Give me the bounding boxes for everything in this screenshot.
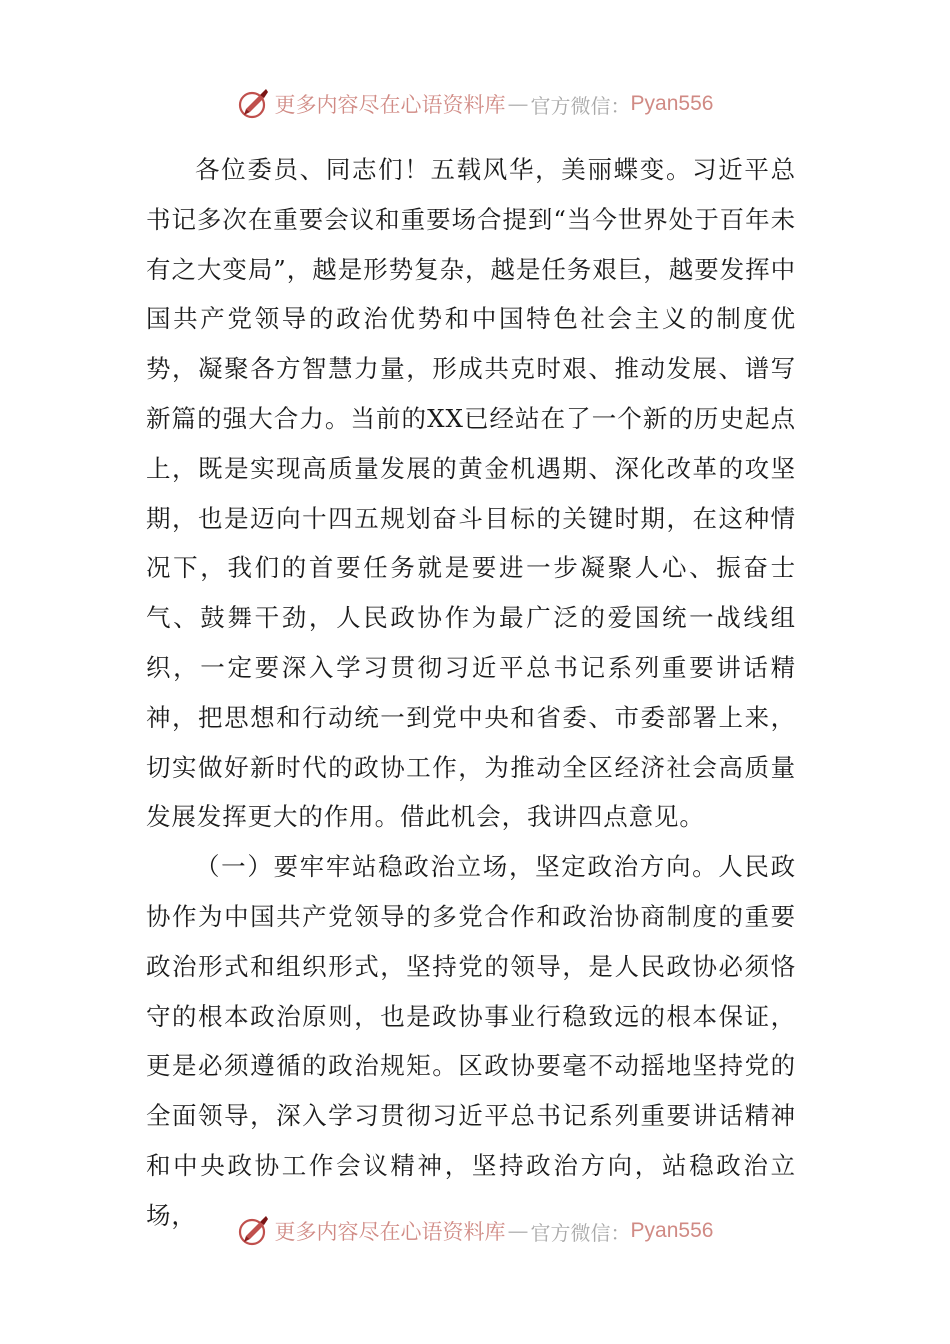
pen-seal-icon <box>237 87 271 121</box>
watermark-wechat-label: 官方微信： <box>530 1220 631 1245</box>
paragraph-point-one: （一）要牢牢站稳政治立场，坚定政治方向。人民政协作为中国共产党领导的多党合作和政治协商制度的重要政治形式和组织形式，坚持党的领导，是人民政协必须恪守的根本政治原则，也是政协事业行稳致远的根本保证，更是必须遵循的政治规矩。区政协要毫不动摇地坚持党的全面领导，深入学习贯彻习近平总书记系列重要讲话精神和中央政协工作会议精神，坚持政治方向，站稳政治立场， <box>146 852 796 1230</box>
watermark-wechat-id: Pyan556 <box>630 92 714 115</box>
paragraph-opening: 各位委员、同志们！五载风华，美丽蝶变。习近平总书记多次在重要会议和重要场合提到“当今世界处于百年未有之大变局”，越是形势复杂，越是任务艰巨，越要发挥中国共产党领导的政治优势和中国特色社会主义的制度优势，凝聚各方智慧力量，形成共克时艰、推动发展、谱写新篇的强大合力。当前的XX已经站在了一个新的历史起点上，既是实现高质量发展的黄金机遇期、深化改革的攻坚期，也是迈向十四五规划奋斗目标的关键时期，在这种情况下，我们的首要任务就是要进一步凝聚人心、振奋士气、鼓舞干劲，人民政协作为最广泛的爱国统一战线组织，一定要深入学习贯彻习近平总书记系列重要讲话精神，把思想和行动统一到党中央和省委、市委部署上来，切实做好新时代的政协工作，为推动全区经济社会高质量发展发挥更大的作用。借此机会，我讲四点意见。 <box>146 155 796 832</box>
watermark-dash: — <box>507 1219 529 1243</box>
document-body <box>146 145 796 1241</box>
watermark-slogan: 更多内容尽在心语资料库 <box>274 93 506 117</box>
footer-watermark-banner <box>0 1211 950 1251</box>
pen-seal-icon <box>237 1214 271 1248</box>
watermark-dash: — <box>507 92 529 116</box>
watermark-wechat-label: 官方微信： <box>530 93 631 118</box>
watermark-slogan: 更多内容尽在心语资料库 <box>274 1220 506 1244</box>
header-watermark-banner <box>0 84 950 124</box>
watermark-wechat-id: Pyan556 <box>630 1219 714 1242</box>
